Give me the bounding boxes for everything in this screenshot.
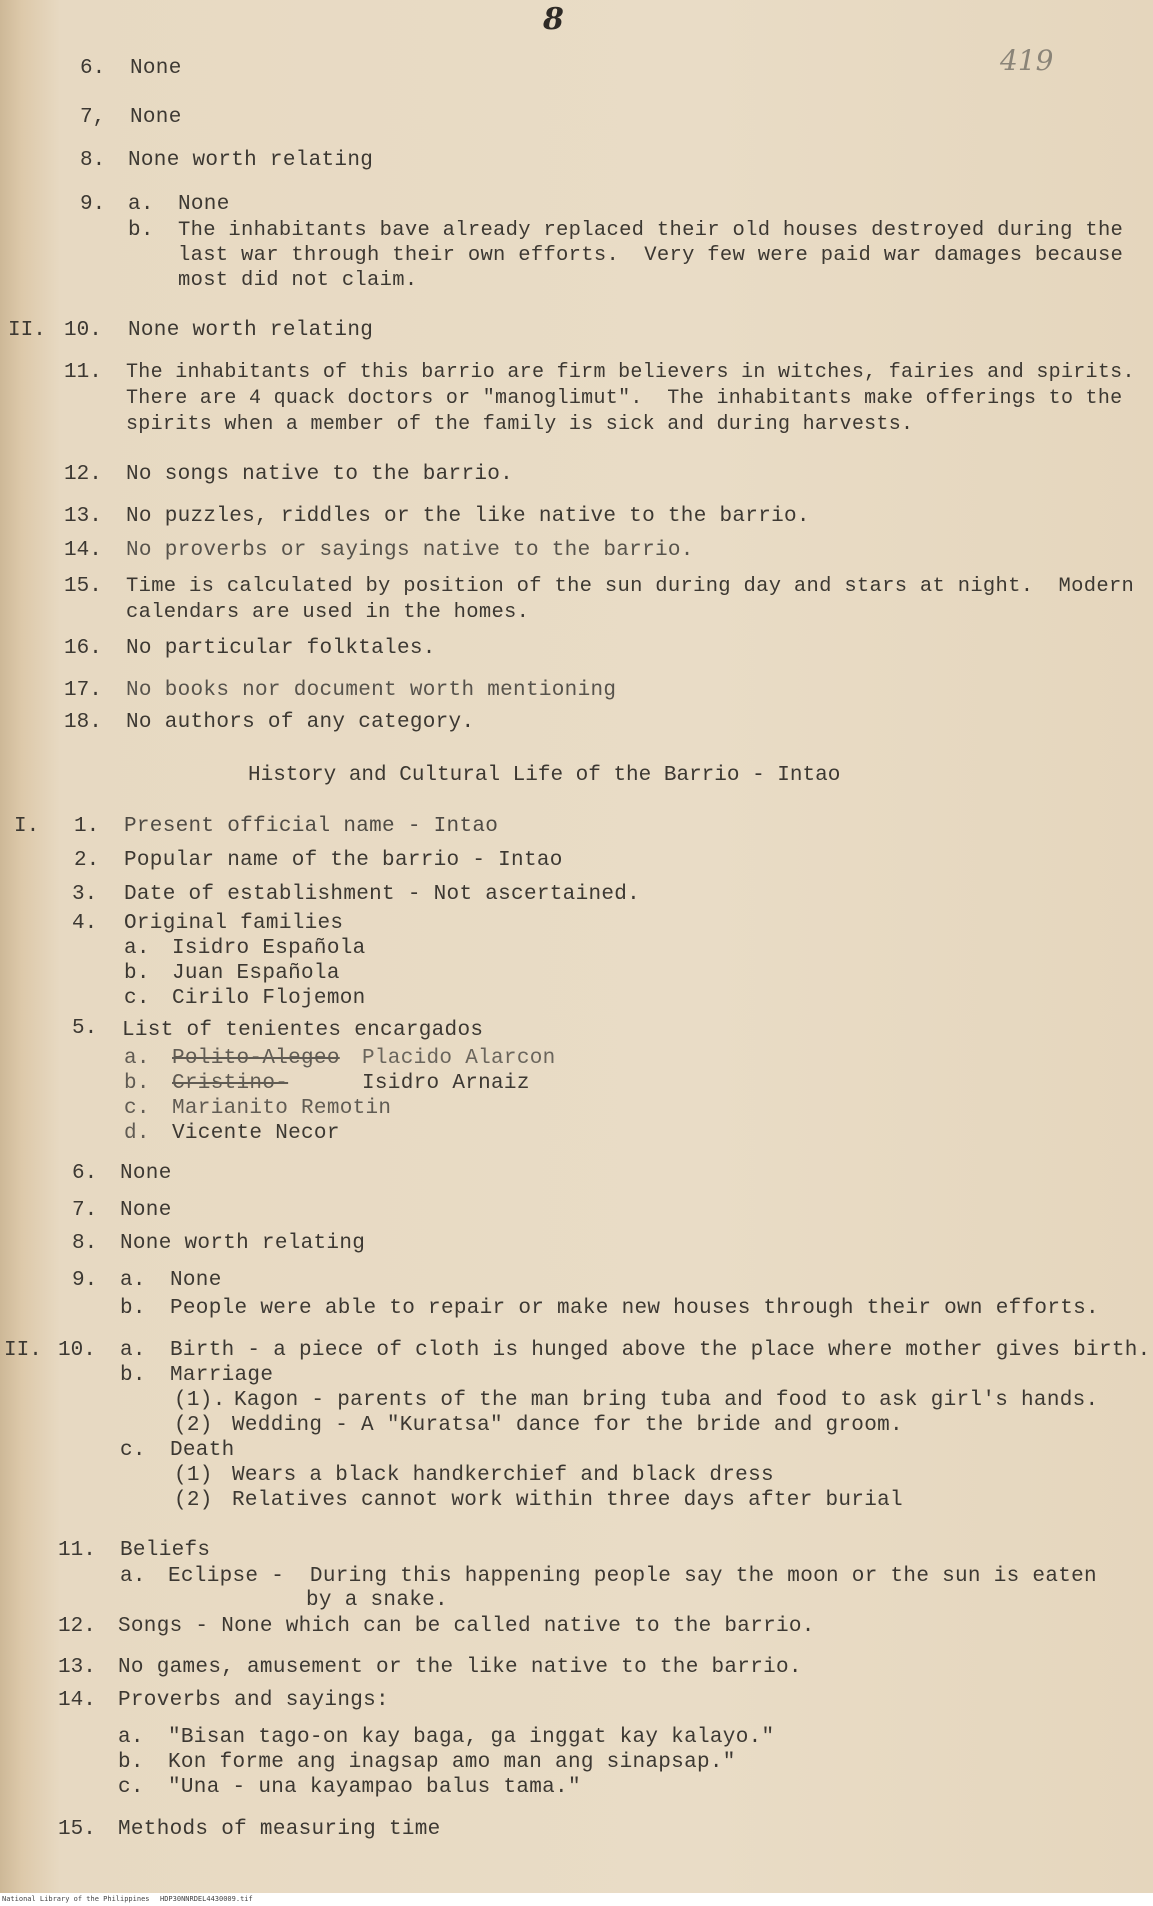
item-text: None — [170, 1269, 222, 1292]
teniente-name: Vicente Necor — [172, 1122, 340, 1145]
item-text: No authors of any category. — [126, 711, 475, 734]
item-text: No proverbs or sayings native to the barrio. — [126, 539, 694, 562]
item-number: 11. — [58, 1539, 96, 1562]
item-text: No books nor document worth mentioning — [126, 679, 617, 702]
item-number: 12. — [58, 1615, 96, 1638]
footer-library: National Library of the Philippines — [2, 1895, 150, 1903]
item-number: 13. — [58, 1656, 96, 1679]
item-number: 11. — [64, 361, 102, 384]
item-text: Death — [170, 1439, 235, 1462]
item-number: 1. — [74, 815, 100, 838]
item-letter: c. — [124, 987, 150, 1010]
section-heading: History and Cultural Life of the Barrio - Intao — [248, 764, 841, 787]
item-number: 2. — [74, 849, 100, 872]
item-text: None worth relating — [120, 1232, 366, 1255]
item-text: None — [130, 57, 182, 80]
item-letter: a. — [124, 1047, 150, 1070]
item-letter: b. — [118, 1751, 144, 1774]
item-text-line: spirits when a member of the family is sick and during harvests. — [126, 413, 914, 436]
item-number: 8. — [72, 1232, 98, 1255]
sub-item-text: Wears a black handkerchief and black dress — [232, 1464, 774, 1487]
item-letter: a. — [128, 193, 154, 216]
item-text: Date of establishment - Not ascertained. — [124, 883, 641, 906]
sub-item-mark: (2) — [174, 1489, 213, 1512]
item-letter: b. — [120, 1364, 146, 1387]
item-number: 17. — [64, 679, 102, 702]
item-text: None — [120, 1199, 172, 1222]
roman-numeral: I. — [14, 815, 40, 838]
item-number: 9. — [80, 193, 106, 216]
item-text-line: The inhabitants bave already replaced their old houses destroyed during the — [178, 219, 1124, 242]
item-number: 14. — [64, 539, 102, 562]
item-letter: c. — [120, 1439, 146, 1462]
roman-numeral: II. — [8, 319, 46, 342]
item-number: 15. — [58, 1818, 96, 1841]
proverb-text: Kon forme ang inagsap amo man ang sinapsap." — [168, 1751, 736, 1774]
item-number: 4. — [72, 912, 98, 935]
item-number: 14. — [58, 1689, 96, 1712]
proverb-text: "Bisan tago-on kay baga, ga inggat kay kalayo." — [168, 1726, 775, 1749]
item-text: List of tenientes encargados — [122, 1019, 484, 1042]
item-letter: d. — [124, 1122, 150, 1145]
item-number: 10. — [64, 319, 102, 342]
item-letter: a. — [120, 1339, 146, 1362]
teniente-name: Marianito Remotin — [172, 1097, 392, 1120]
item-number: 3. — [72, 883, 98, 906]
item-number: 18. — [64, 711, 102, 734]
item-letter: b. — [120, 1297, 146, 1320]
item-number: 8. — [80, 149, 106, 172]
struck-name: Polito-Alegeo — [172, 1047, 340, 1070]
item-text: No puzzles, riddles or the like native to the barrio. — [126, 505, 810, 528]
item-letter: a. — [120, 1565, 146, 1588]
sub-item-mark: (1). — [174, 1389, 226, 1412]
scan-footer — [0, 1893, 1153, 1906]
item-number: 16. — [64, 637, 102, 660]
item-text: None — [130, 106, 182, 129]
item-text: Beliefs — [120, 1539, 211, 1562]
item-number: 12. — [64, 463, 102, 486]
sub-item-text: Wedding - A "Kuratsa" dance for the bride and groom. — [232, 1414, 903, 1437]
item-number: 7, — [80, 106, 106, 129]
item-number: 6. — [72, 1162, 98, 1185]
page-number-mark: 8 — [543, 2, 564, 37]
family-name: Isidro Española — [172, 937, 366, 960]
item-letter: c. — [118, 1776, 144, 1799]
footer-filename: HDP30NNRDEL4430009.tif — [160, 1895, 253, 1903]
item-text-line: calendars are used in the homes. — [126, 601, 530, 624]
item-text-line: most did not claim. — [178, 269, 418, 292]
item-text: Marriage — [170, 1364, 274, 1387]
item-text: No particular folktales. — [126, 637, 436, 660]
item-text: None — [178, 193, 230, 216]
roman-numeral: II. — [4, 1339, 42, 1362]
handwritten-folio-number: 419 — [1000, 44, 1054, 77]
item-text-line: The inhabitants of this barrio are firm believers in witches, fairies and spirits. — [126, 361, 1135, 384]
item-number: 5. — [72, 1017, 98, 1040]
struck-name: Cristino- — [172, 1072, 289, 1095]
item-number: 13. — [64, 505, 102, 528]
item-text: No songs native to the barrio. — [126, 463, 514, 486]
item-text: Popular name of the barrio - Intao — [124, 849, 563, 872]
item-letter: a. — [118, 1726, 144, 1749]
item-number: 6. — [80, 57, 106, 80]
item-text-line: last war through their own efforts. Very few were paid war damages because — [178, 244, 1124, 267]
family-name: Juan Española — [172, 962, 340, 985]
item-letter: a. — [124, 937, 150, 960]
item-text: Proverbs and sayings: — [118, 1689, 389, 1712]
sub-item-text: Kagon - parents of the man bring tuba and food to ask girl's hands. — [234, 1389, 1099, 1412]
item-number: 10. — [58, 1339, 96, 1362]
item-letter: b. — [124, 1072, 150, 1095]
item-text: None — [120, 1162, 172, 1185]
teniente-name: Placido Alarcon — [362, 1047, 556, 1070]
item-text: No games, amusement or the like native to the barrio. — [118, 1656, 802, 1679]
item-number: 9. — [72, 1269, 98, 1292]
item-number: 15. — [64, 575, 102, 598]
item-letter: b. — [124, 962, 150, 985]
item-letter: c. — [124, 1097, 150, 1120]
family-name: Cirilo Flojemon — [172, 987, 366, 1010]
item-text: Methods of measuring time — [118, 1818, 441, 1841]
item-text: Songs - None which can be called native to the barrio. — [118, 1615, 815, 1638]
item-number: 7. — [72, 1199, 98, 1222]
sub-item-mark: (1) — [174, 1464, 213, 1487]
item-text: Birth - a piece of cloth is hunged above the place where mother gives birth. — [170, 1339, 1151, 1362]
sub-item-mark: (2) — [174, 1414, 213, 1437]
proverb-text: "Una - una kayampao balus tama." — [168, 1776, 581, 1799]
item-text-continuation: by a snake. — [306, 1589, 448, 1612]
item-text: None worth relating — [128, 149, 374, 172]
item-text: People were able to repair or make new houses through their own efforts. — [170, 1297, 1099, 1320]
item-text-line: Time is calculated by position of the sun during day and stars at night. Modern — [126, 575, 1135, 598]
item-letter: b. — [128, 219, 154, 242]
item-text: Present official name - Intao — [124, 815, 499, 838]
sub-item-text: Relatives cannot work within three days after burial — [232, 1489, 903, 1512]
item-letter: a. — [120, 1269, 146, 1292]
item-text: None worth relating — [128, 319, 374, 342]
item-text: Original families — [124, 912, 344, 935]
item-text-line: There are 4 quack doctors or "manoglimut". The inhabitants make offerings to the — [126, 387, 1123, 410]
teniente-name: Isidro Arnaiz — [362, 1072, 530, 1095]
item-text: Eclipse - During this happening people say the moon or the sun is eaten — [168, 1565, 1097, 1588]
